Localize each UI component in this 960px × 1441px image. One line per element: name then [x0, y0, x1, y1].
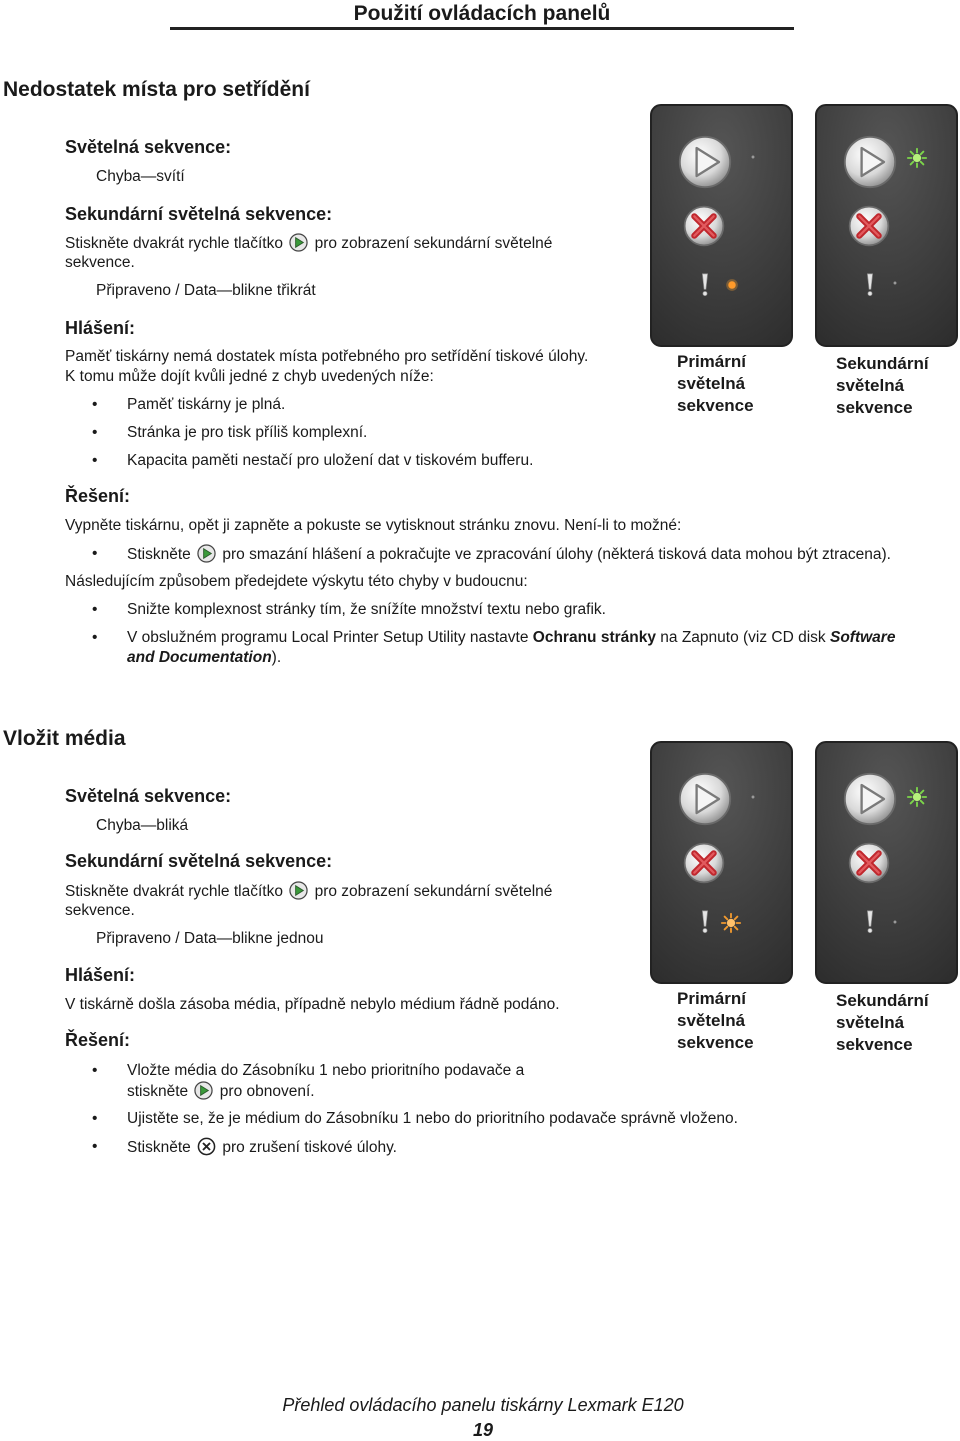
- play-button-icon: [194, 1081, 213, 1100]
- section2-message-line1: V tiskárně došla zásoba média, případně nebylo médium řádně podáno.: [65, 996, 560, 1013]
- secondary-text-a: Stiskněte dvakrát rychle tlačítko: [65, 235, 283, 252]
- prevent-bullet2: [127, 628, 895, 648]
- error-led-off-icon: [894, 282, 897, 285]
- play-button-icon: [289, 233, 308, 252]
- section1-secondary-heading: Sekundární světelná sekvence:: [65, 204, 333, 224]
- cancel-x-icon: [850, 844, 889, 883]
- ready-data-light-blink-icon: [908, 788, 926, 806]
- caption-secondary: Sekundární světelná sekvence: [836, 354, 929, 417]
- prevent-bullet2-b: na Zapnuto (viz CD disk: [655, 629, 830, 646]
- bullet-marker: •: [92, 629, 98, 646]
- section2-light-value: Chyba—bliká: [96, 817, 189, 834]
- section1-secondary-value: Připraveno / Data—blikne třikrát: [96, 282, 316, 299]
- bullet-marker: •: [92, 545, 98, 562]
- go-button-icon: [680, 774, 730, 824]
- cause-item: Paměť tiskárny je plná.: [127, 396, 286, 413]
- solution-bullet1-b: pro smazání hlášení a pokračujte ve zpracování úlohy (některá tisková data mohou být ztracena).: [222, 546, 891, 563]
- cause-item: Stránka je pro tisk příliš komplexní.: [127, 424, 368, 441]
- cancel-x-icon: [685, 844, 724, 883]
- bullet-marker: •: [92, 396, 98, 413]
- go-button-icon: [845, 774, 895, 824]
- error-led-off-icon: [894, 921, 897, 924]
- caption-primary: Primární světelná sekvence: [677, 989, 754, 1052]
- bullet-marker: •: [92, 424, 98, 441]
- section2-message-heading: Hlášení:: [65, 965, 136, 985]
- section1-solution-line1: Vypněte tiskárnu, opět ji zapněte a pokuste se vytisknout stránku znovu. Není-li to možné:: [65, 517, 682, 534]
- ready-data-light-blink-icon: [908, 149, 926, 167]
- page-number: 19: [472, 1420, 494, 1440]
- prevent-bullet2-and-documentation: and Documentation: [127, 649, 272, 666]
- bullet-marker: •: [92, 601, 98, 618]
- page-header-title: Použití ovládacích panelů: [353, 2, 611, 25]
- section2-bullet1-cont: [127, 1081, 315, 1102]
- section2-bullet2: Ujistěte se, že je médium do Zásobníku 1 nebo do prioritního podavače správně vloženo.: [127, 1110, 738, 1127]
- bullet1-b: stiskněte: [127, 1083, 189, 1100]
- ready-data-light-icon: [752, 156, 755, 159]
- section1-solution-heading: Řešení:: [65, 486, 131, 506]
- section1-prevent-line: Následujícím způsobem předejdete výskytu této chyby v budoucnu:: [65, 573, 528, 590]
- bullet-marker: •: [92, 1138, 98, 1155]
- cancel-x-icon: [685, 207, 724, 246]
- section2-bullet3: [127, 1137, 397, 1158]
- section2-secondary-heading: Sekundární světelná sekvence:: [65, 851, 333, 871]
- caption-primary: Primární světelná sekvence: [677, 352, 754, 415]
- prevent-bullet2-cont: [127, 648, 281, 668]
- go-button-icon: [680, 137, 730, 187]
- caption-secondary: Sekundární světelná sekvence: [836, 991, 929, 1054]
- section2-secondary-text-c: sekvence.: [65, 902, 135, 919]
- section1-message-line2: K tomu může dojít kvůli jedné z chyb uvedených níže:: [65, 368, 434, 385]
- footer-title: Přehled ovládacího panelu tiskárny Lexmark E120: [282, 1395, 684, 1415]
- header-rule: [170, 27, 794, 30]
- secondary-light-panel: [815, 741, 958, 984]
- prevent-bullet2-c: ).: [271, 649, 282, 666]
- secondary-text-b: pro zobrazení sekundární světelné: [314, 235, 553, 252]
- section2-solution-heading: Řešení:: [65, 1030, 131, 1050]
- section1-message-heading: Hlášení:: [65, 318, 136, 338]
- cancel-x-icon: [850, 207, 889, 246]
- bullet-marker: •: [92, 452, 98, 469]
- section1-light-heading: Světelná sekvence:: [65, 137, 232, 157]
- section1-solution-bullet1: [127, 544, 891, 565]
- prevent-bullet2-software: Software: [829, 629, 896, 646]
- error-led-blink-icon: [722, 914, 740, 932]
- play-button-icon: [197, 544, 216, 563]
- cancel-x-icon: [197, 1137, 216, 1156]
- bullet1-c: pro obnovení.: [219, 1083, 315, 1100]
- section1-title: Nedostatek místa pro setřídění: [3, 78, 310, 101]
- solution-bullet1-a: Stiskněte: [127, 546, 191, 563]
- error-led-on-icon: [726, 279, 738, 291]
- prevent-bullet2-bold: Ochranu stránky: [532, 629, 656, 646]
- cause-item: Kapacita paměti nestačí pro uložení dat v tiskovém bufferu.: [127, 452, 534, 469]
- prevent-bullet2-a: V obslužném programu Local Printer Setup Utility nastavte: [127, 629, 533, 646]
- prevent-bullet1: Snižte komplexnost stránky tím, že snížíte množství textu nebo grafik.: [127, 601, 606, 618]
- go-button-icon: [845, 137, 895, 187]
- bullet-marker: •: [92, 1110, 98, 1127]
- section1-secondary-text-c: sekvence.: [65, 254, 135, 271]
- section2-light-heading: Světelná sekvence:: [65, 786, 232, 806]
- section2-bullet1-a: Vložte média do Zásobníku 1 nebo prioritního podavače a: [127, 1062, 525, 1079]
- section2-secondary-text: [65, 881, 552, 902]
- primary-light-panel: [650, 741, 793, 984]
- bullet-marker: •: [92, 1062, 98, 1079]
- section2-secondary-value: Připraveno / Data—blikne jednou: [96, 930, 324, 947]
- secondary-text-a: Stiskněte dvakrát rychle tlačítko: [65, 883, 283, 900]
- play-button-icon: [289, 881, 308, 900]
- secondary-text-b: pro zobrazení sekundární světelné: [314, 883, 553, 900]
- section1-light-value: Chyba—svítí: [96, 168, 185, 185]
- bullet3-a: Stiskněte: [127, 1139, 191, 1156]
- bullet3-b: pro zrušení tiskové úlohy.: [222, 1139, 397, 1156]
- secondary-light-panel: [815, 104, 958, 347]
- primary-light-panel: [650, 104, 793, 347]
- section2-title: Vložit média: [3, 727, 126, 750]
- section1-secondary-text: [65, 233, 552, 254]
- section1-message-line1: Paměť tiskárny nemá dostatek místa potřebného pro setřídění tiskové úlohy.: [65, 348, 589, 365]
- ready-data-light-icon: [752, 796, 755, 799]
